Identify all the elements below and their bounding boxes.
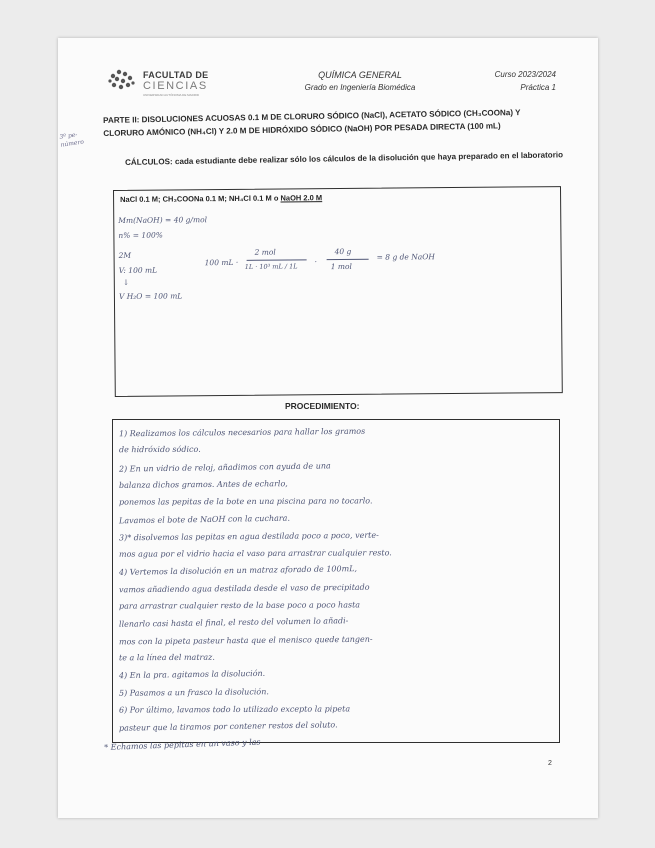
multiply-sign: · bbox=[314, 257, 318, 267]
procedure-box bbox=[112, 419, 560, 743]
fraction1-bar bbox=[247, 259, 307, 261]
selected-solution: NaOH 2.0 M bbox=[280, 193, 323, 203]
faculty-name-line2: CIENCIAS bbox=[143, 80, 208, 92]
procedure-line: llenarlo casi hasta el final, el resto del volumen lo añadi- bbox=[118, 616, 349, 630]
faculty-name-line1: FACULTAD DE bbox=[143, 70, 209, 80]
calc-result: = 8 g de NaOH bbox=[376, 252, 435, 262]
procedure-line: balanza dichos gramos. Antes de echarlo, bbox=[118, 479, 288, 490]
procedure-line: 6) Por último, lavamos todo lo utilizado excepto la pipeta bbox=[118, 704, 351, 715]
procedure-line: pasteur que la tiramos por contener restos del soluto. bbox=[118, 720, 338, 733]
degree-name: Grado en Ingeniería Biomédica bbox=[304, 83, 416, 92]
faculty-logo-mark bbox=[105, 66, 139, 96]
procedure-line: ponemos las pepitas de la bote en una piscina para no tocarlo. bbox=[118, 496, 373, 507]
molar-mass-note: Mm(NaOH) = 40 g/mol bbox=[118, 215, 208, 225]
fraction2-bar bbox=[327, 259, 369, 260]
fraction2-denominator: 1 mol bbox=[330, 261, 352, 272]
fraction1-denominator: 1L · 10³ mL / 1L bbox=[244, 262, 298, 271]
procedure-line: de hidróxido sódico. bbox=[118, 445, 201, 455]
calc-start: 100 mL · bbox=[204, 257, 239, 268]
procedure-line: te a la línea del matraz. bbox=[118, 652, 215, 663]
calculations-heading: CÁLCULOS: cada estudiante debe realizar sólo los cálculos de la disolución que haya preparado en el laboratorio bbox=[124, 150, 564, 167]
practice-number: Práctica 1 bbox=[520, 83, 556, 92]
faculty-logo bbox=[105, 66, 215, 96]
calculations-box bbox=[113, 186, 563, 397]
volume-note: V: 100 mL bbox=[118, 265, 158, 275]
down-arrow-icon: ↓ bbox=[122, 277, 130, 287]
water-volume-note: V H₂O = 100 mL bbox=[118, 291, 183, 301]
page-number: 2 bbox=[548, 760, 552, 767]
procedure-line: 4) Vertemos la disolución en un matraz aforado de 100mL, bbox=[118, 564, 358, 578]
fraction2-numerator: 40 g bbox=[334, 246, 352, 257]
procedure-line: 1) Realizamos los cálculos necesarios para hallar los gramos bbox=[118, 426, 366, 439]
purity-note: n% = 100% bbox=[118, 230, 163, 240]
calculations-box-header bbox=[120, 193, 322, 204]
procedure-line: 3)* disolvemos las pepitas en agua destilada poco a poco, verte- bbox=[118, 530, 379, 543]
procedure-line: vamos añadiendo agua destilada desde el vaso de precipitado bbox=[118, 582, 370, 594]
procedure-line: 5) Pasamos a un frasco la disolución. bbox=[118, 686, 269, 698]
footer-note: * Echamos las pepitas en un vaso y las bbox=[104, 737, 261, 752]
procedure-line: mos con la pipeta pasteur hasta que el menisco quede tangen- bbox=[118, 634, 373, 646]
course-title: QUÍMICA GENERAL bbox=[318, 70, 402, 80]
procedure-line: Lavamos el bote de NaOH con la cuchara. bbox=[118, 513, 291, 525]
procedure-line: 2) En un vidrio de reloj, añadimos con ayuda de una bbox=[118, 460, 331, 474]
procedure-line: para arrastrar cualquier resto de la base poco a poco hasta bbox=[118, 600, 361, 611]
solutions-list: NaCl 0.1 M; CH₃COONa 0.1 M; NH₄Cl 0.1 M o bbox=[120, 193, 281, 204]
fraction1-numerator: 2 mol bbox=[254, 247, 276, 257]
concentration-note: 2M bbox=[118, 250, 132, 260]
procedure-heading: PROCEDIMIENTO: bbox=[285, 401, 360, 411]
procedure-line: 4) En la pra. agitamos la disolución. bbox=[118, 669, 266, 681]
academic-year: Curso 2023/2024 bbox=[494, 70, 556, 79]
university-name: UNIVERSIDAD AUTÓNOMA DE MADRID bbox=[143, 93, 200, 97]
section-title: PARTE II: DISOLUCIONES ACUOSAS 0.1 M DE CLORURO SÓDICO (NaCl), ACETATO SÓDICO (CH₃COONa) Y CLORURO AMÓNICO (NH₄Cl) Y 2.0 M DE HIDRÓXIDO SÓDICO (NaOH) POR PESADA DIRECTA (100 mL) bbox=[103, 107, 521, 138]
margin-annotation: 3º pe- número bbox=[59, 131, 85, 149]
procedure-line: mos agua por el vidrio hacia el vaso para arrastrar cualquier resto. bbox=[118, 548, 392, 559]
